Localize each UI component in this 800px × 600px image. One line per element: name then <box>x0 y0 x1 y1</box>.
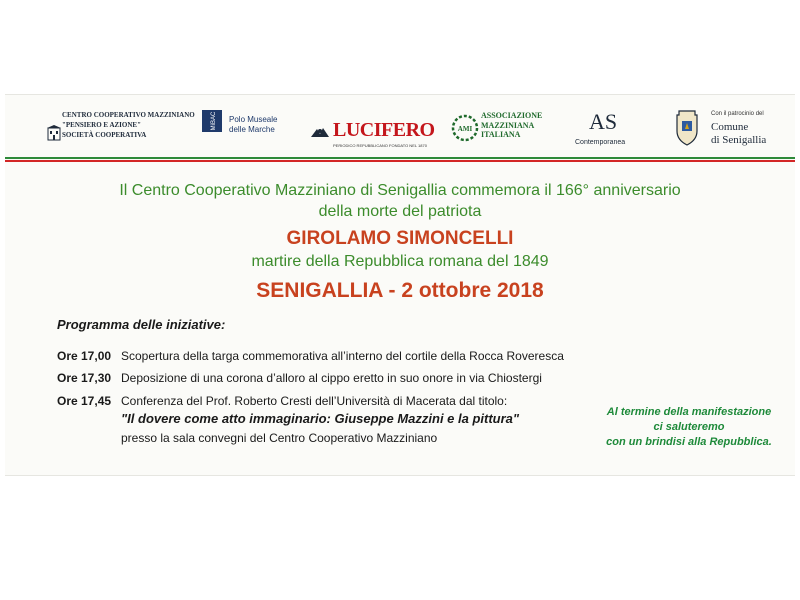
logo-polo-museale <box>201 107 296 151</box>
intro-line-1: Il Centro Cooperativo Mazziniano di Senigallia commemora il 166° anniversario <box>119 182 681 199</box>
stripe-green <box>5 157 795 159</box>
logo-ami-line1: ASSOCIAZIONE <box>481 111 543 120</box>
ami-mark: AMI <box>457 125 473 133</box>
logo-ami <box>451 107 551 151</box>
logo-as-mark: AS <box>589 109 618 134</box>
logo-centro-line3: SOCIETÀ COOPERATIVA <box>62 131 147 140</box>
closing-line-1: Al termine della manifestazione <box>606 406 772 418</box>
program-item-time: Ore 17,30 <box>57 371 112 385</box>
honoree-subtitle: martire della Repubblica romana del 1849 <box>251 253 549 270</box>
logo-as-contemporanea <box>573 107 643 151</box>
logo-comune-patrocinio: Con il patrocinio del <box>711 111 764 117</box>
program-item-text: Conferenza del Prof. Roberto Cresti dell’Università di Macerata dal titolo: <box>121 394 508 408</box>
logo-lucifero-name: LUCIFERO <box>333 119 435 141</box>
logo-lucifero-tagline: PERIODICO REPUBBLICANO FONDATO NEL 1870 <box>333 143 427 148</box>
closing-note <box>599 405 779 450</box>
conference-place: presso la sala convegni del Centro Cooperativo Mazziniano <box>121 431 438 445</box>
program-item-text: Scopertura della targa commemorativa all’interno del cortile della Rocca Roveresca <box>121 349 564 363</box>
stripe-red <box>5 160 795 162</box>
winged-figure-icon <box>309 125 331 141</box>
program-item-text: Deposizione di una corona d’alloro al cippo eretto in suo onore in via Chiostergi <box>121 371 542 385</box>
logo-centro-line1: CENTRO COOPERATIVO MAZZINIANO <box>62 111 195 119</box>
building-emblem-icon <box>47 125 61 141</box>
program-title: Programma delle iniziative: <box>57 317 226 332</box>
program-item <box>57 394 507 408</box>
logo-polo-line2: delle Marche <box>229 124 275 134</box>
event-place-date: SENIGALLIA - 2 ottobre 2018 <box>256 279 544 302</box>
logo-as-label: Contemporanea <box>575 139 626 146</box>
invitation-card <box>5 94 795 476</box>
logo-polo-line1: Polo Museale <box>229 115 278 124</box>
logo-ami-line3: ITALIANA <box>481 130 521 140</box>
logo-centro-line2: "PENSIERO E AZIONE" <box>62 121 141 130</box>
program-item-time: Ore 17,45 <box>57 394 112 408</box>
laurel-wreath-icon <box>451 113 479 143</box>
coat-of-arms-icon <box>673 109 701 147</box>
closing-line-3: con un brindisi alla Repubblica. <box>606 435 772 448</box>
logo-bar <box>5 95 795 157</box>
mibac-mark: MiBAC <box>211 111 217 131</box>
program-item <box>57 371 542 385</box>
closing-line-2: ci saluteremo <box>653 420 725 433</box>
logo-comune-line1: Comune <box>711 121 749 133</box>
intro-line-2: della morte del patriota <box>318 203 482 220</box>
logo-comune-senigallia <box>673 107 783 151</box>
logo-centro-cooperativo <box>47 107 195 151</box>
logo-lucifero <box>309 107 435 151</box>
conference-title: "Il dovere come atto immaginario: Giuseppe Mazzini e la pittura" <box>121 411 520 426</box>
program-item <box>57 349 564 363</box>
logo-comune-line2: di Senigallia <box>711 133 767 146</box>
mibac-square-icon <box>201 109 223 133</box>
program-item-time: Ore 17,00 <box>57 349 112 363</box>
logo-ami-line2: MAZZINIANA <box>481 120 535 130</box>
honoree-name: GIROLAMO SIMONCELLI <box>286 228 514 249</box>
